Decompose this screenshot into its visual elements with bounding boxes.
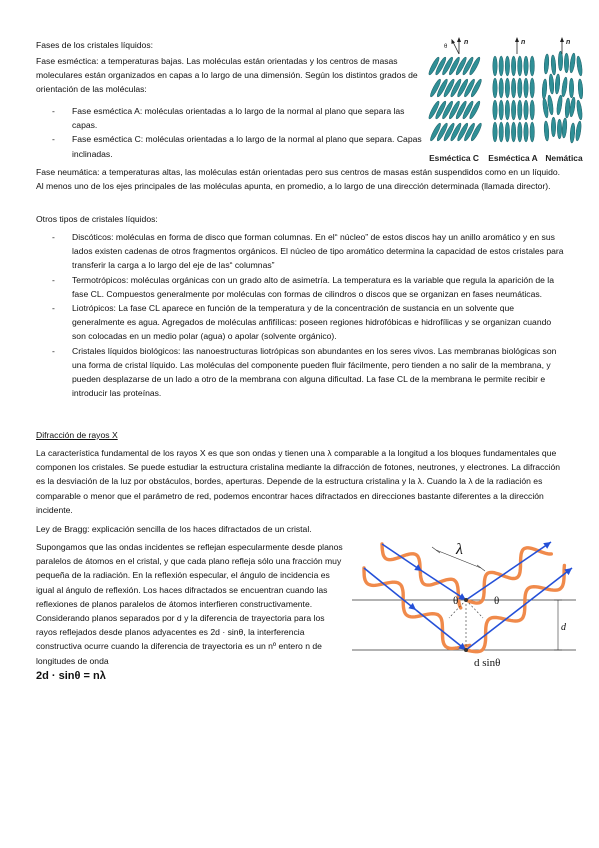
molecule [505,78,509,98]
xray-paragraph: La característica fundamental de los rayos X es que son ondas y tienen una λ comparable a la longitud a los bloques fundamentales que componen los cristales. Se puede estudiar la estructura cristalina mediante la difracción de fotones, neutrones, y electrones. La difracción es la desviación de la luz por obstáculos, bordes, aperturas. Depende de la estructura cristalina y la λ. Cuando la λ de la radiación es comparable o menor que el parámetro de red, podemos encontrar haces difractados en direcciones bastante diferentes a la dirección incidente. [36,448,561,515]
molecule [530,78,534,98]
molecule [518,122,522,142]
molecule [524,56,528,76]
molecule [576,56,583,76]
director-arrow-icon [515,37,519,54]
molecule [524,78,528,98]
heading-phases: Fases de los cristales líquidos: [36,40,154,50]
molecule [570,123,576,143]
molecule [530,122,534,142]
list-item: - Liotrópicos: La fase CL aparece en función de la temperatura y de la concentración de sustancia en un solvente que generalmente es agua. Agregados de moléculas anfifílicas: poseen regiones hidrofóbicas e hidrofílicas y se organizan cuando son colocadas en un medio polar (agua) o apolar (solvente orgánico). [36,301,566,344]
molecule [551,117,555,137]
molecule [493,122,497,142]
bragg-diagram [346,540,578,680]
list-item: - Termotrópicos: moléculas orgánicas con un grado alto de asimetría. La temperatura es la variable que regula la aparición de la fase CL. Compuestos generalmente por moléculas con formas de cilindros o discos que se organizan en fases neumáticas. [36,273,566,301]
molecule [524,100,528,120]
smectic-c-phase [428,56,483,142]
molecule [518,100,522,120]
bragg-formula: 2d · sinθ = nλ [36,670,106,682]
n-label-nematic: n [566,39,571,46]
heading-other-types: Otros tipos de cristales líquidos: [36,214,158,224]
molecule [578,79,584,99]
caption-smectic-a: Esméctica A [488,153,538,163]
molecule [555,74,561,94]
molecule [499,122,503,142]
molecule [511,78,515,98]
molecule [562,118,568,138]
smectic-intro: Fase esméctica: a temperaturas bajas. Las moléculas están orientadas y los centros de masas moleculares están organizados en capas a lo largo de una dimensión. Según los distintos grados de orientación de las moléculas: [36,56,418,95]
molecule [576,100,583,120]
director-arrow-icon [452,37,462,54]
molecule [511,100,515,120]
theta-right-label: θ [494,595,500,607]
bragg-paragraph: Supongamos que las ondas incidentes se reflejan especularmente desde planos paralelos de átomos en el cristal, y que cada plano refleja sólo una fracción muy pequeña de la radiación. En la reflexión especular, el ángulo de incidencia es igual al ángulo de reflexión. Los haces difractados se encuentran cuando las reflexiones de planos paralelos de átomos interfieren constructivamente. Considerando planos separados por d y la diferencia de trayectoria para los rayos reflejados desde planos adyacentes es 2d · sinθ, la interferencia constructiva ocurre cuando la diferencia de trayectoria es un nº entero n de longitudes de onda [36,542,343,666]
theta-label-c: θ [444,44,448,50]
caption-smectic-c: Esméctica C [429,153,479,163]
molecule [499,56,503,76]
molecule [549,74,555,94]
atom-icon [464,648,468,652]
molecule [542,79,548,99]
molecule [524,122,528,142]
molecule [564,53,568,73]
molecule [493,78,497,98]
molecule [511,122,515,142]
list-item: - Fase esméctica C: moléculas orientadas a lo largo de la normal al plano que separa. Capas inclinadas. [36,132,424,160]
molecule [530,100,534,120]
n-label-c: n [464,39,469,46]
list-item: - Fase esméctica A: moléculas orientadas a lo largo de la normal al plano que separa las capas. [36,104,424,132]
molecule [544,121,550,141]
n-label-a: n [521,39,526,46]
molecule [493,100,497,120]
list-item: - Cristales líquidos biológicos: las nanoestructuras liotrópicas son abundantes en los seres vivos. Las membranas biológicas son una forma de cristal líquido. Las moléculas del componente pueden fluir fácilmente, pero tienden a no salir de la membrana, y pueden desplazarse de un lado a otro de la membrana con alguna dificultad. La fase CL de la membrana le permite recibir e introducir las proteínas. [36,344,566,401]
molecule [551,55,557,75]
molecule [511,56,515,76]
heading-xray: Difracción de rayos X [36,430,118,440]
other-types-list [36,230,566,400]
molecule [505,122,509,142]
molecule [569,53,576,73]
caption-nematic: Nemática [545,153,583,163]
molecule [499,100,503,120]
molecule [544,54,550,74]
list-item: - Discóticos: moléculas en forma de disco que forman columnas. En el“ núcleo” de estos discos hay un anillo aromático y en sus lados existen cadenas de otros fragmentos orgánicos. El núcleo de tipo aromático determina la capacidad de estos cristales para transferir la carga a lo largo del eje de las“ columnas” [36,230,566,273]
molecule [556,95,563,115]
molecule [557,119,561,139]
theta-left-label: θ [453,595,459,607]
nematic-phase [542,51,584,143]
molecule [561,77,568,97]
smectic-list [36,104,424,161]
molecule [505,100,509,120]
smectic-a-phase [493,56,535,142]
molecule [565,98,571,118]
molecule [518,56,522,76]
molecule [505,56,509,76]
molecule [493,56,497,76]
nematic-paragraph: Fase neumática: a temperaturas altas, las moléculas están orientadas pero sus centros de masas están suspendidos como en un líquido. Al menos uno de los ejes principales de las moléculas apunta, en promedio, a lo largo de una dirección determinada (llamada director). [36,167,561,192]
bragg-title: Ley de Bragg: explicación sencilla de los haces difractados de un cristal. [36,524,312,534]
d-sin-theta-label: d sinθ [474,657,501,669]
d-label: d [561,622,566,633]
atom-icon [464,598,468,602]
liquid-crystal-phases-figure [428,32,586,166]
molecule [530,56,534,76]
lambda-label: λ [456,541,463,558]
molecule [575,121,582,141]
molecule [569,78,573,98]
molecule [499,78,503,98]
molecule [518,78,522,98]
